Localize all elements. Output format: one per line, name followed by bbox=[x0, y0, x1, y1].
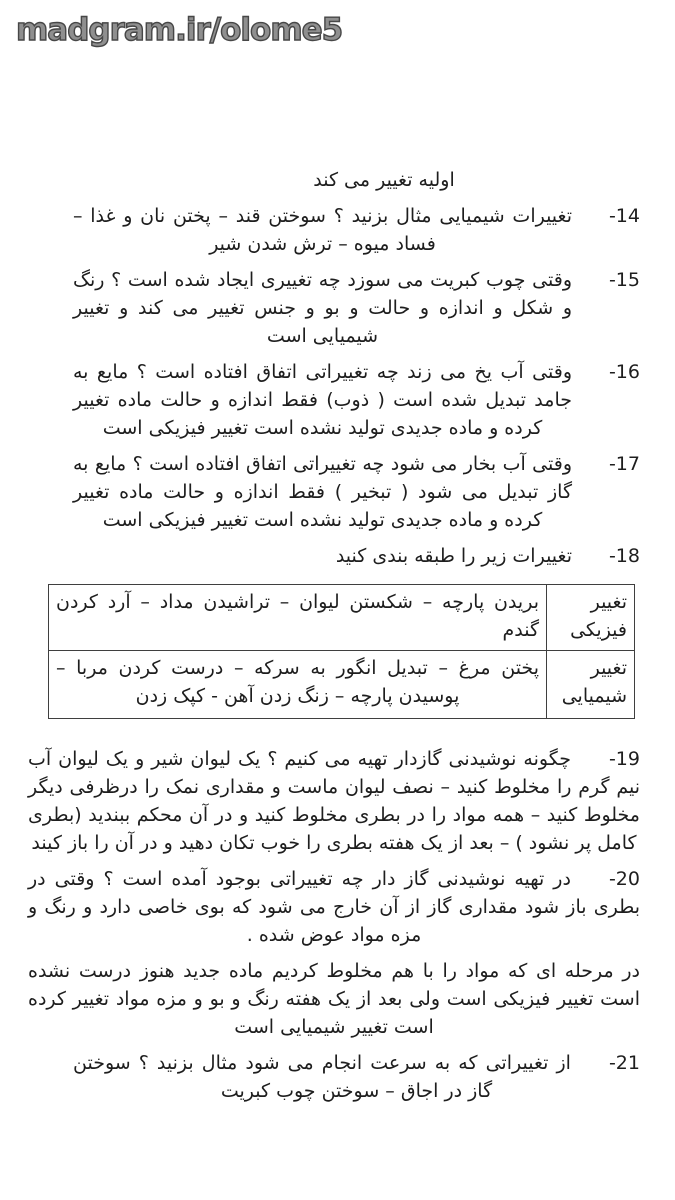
watermark: madgram.ir/olome5 bbox=[16, 12, 343, 48]
question-item-14 bbox=[28, 202, 640, 258]
question-number: -20 bbox=[608, 868, 640, 890]
row-content-physical-change: بریدن پارچه – شکستن لیوان – تراشیدن مداد – آرد کردن گندم bbox=[49, 585, 547, 651]
question-number: -19 bbox=[608, 748, 640, 770]
table-row-chemical-change bbox=[49, 651, 635, 719]
question-text: از تغییراتی که به سرعت انجام می شود مثال بزنید ؟ سوختن گاز در اجاق – سوختن چوب کبریت bbox=[73, 1052, 571, 1102]
question-item-15 bbox=[28, 266, 640, 350]
question-item-21 bbox=[28, 1049, 640, 1105]
question-text: وقتی آب یخ می زند چه تغییراتی اتفاق افتاده است ؟ مایع به جامد تبدیل شده است ( ذوب) فقط اندازه و حالت ماده تغییر کرده و ماده جدیدی تولید نشده است تغییر فیزیکی است bbox=[73, 361, 572, 439]
question-text: در تهیه نوشیدنی گاز دار چه تغییراتی بوجود آمده است ؟ وقتی در بطری باز شود مقداری گاز از آن خارج می شود که بوی خاصی دارد و رنگ و مزه مواد عوض شده . bbox=[28, 868, 640, 946]
question-item-18 bbox=[28, 542, 640, 570]
question-number: -14 bbox=[608, 205, 640, 227]
question-number: -15 bbox=[608, 269, 640, 291]
question-item-16 bbox=[28, 358, 640, 442]
classification-table bbox=[48, 584, 635, 719]
question-number: -18 bbox=[608, 545, 640, 567]
question-text: وقتی آب بخار می شود چه تغییراتی اتفاق افتاده است ؟ مایع به گاز تبدیل می شود ( تبخیر ) فقط اندازه و حالت ماده تغییر کرده و ماده جدیدی تولید نشده است تغییر فیزیکی است bbox=[73, 453, 572, 531]
question-text: چگونه نوشیدنی گازدار تهیه می کنیم ؟ یک لیوان شیر و یک لیوان آب نیم گرم را مخلوط کنید – نصف لیوان ماست و مقداری نمک را درظرفی دیگر مخلوط کنید – همه مواد را در بطری مخلوط کنید و در آن محکم ببندید (بطری کامل پر نشود ) – بعد از یک هفته بطری را خوب تکان دهید و در آن را باز کیند bbox=[28, 748, 640, 854]
row-label-physical-change: تغییر فیزیکی bbox=[547, 585, 635, 651]
answer-continuation-line: اولیه تغییر می کند bbox=[313, 169, 455, 191]
question-text: تغییرات شیمیایی مثال بزنید ؟ سوختن قند – پختن نان و غذا – فساد میوه – ترش شدن شیر bbox=[73, 205, 572, 255]
document-content bbox=[28, 166, 640, 1113]
question-item-20 bbox=[28, 865, 640, 949]
table-row-physical-change bbox=[49, 585, 635, 651]
row-content-chemical-change: پختن مرغ – تبدیل انگور به سرکه – درست کردن مربا – پوسیدن پارچه – زنگ زدن آهن - کپک زدن bbox=[49, 651, 547, 719]
row-label-chemical-change: تغییر شیمیایی bbox=[547, 651, 635, 719]
question-number: -17 bbox=[608, 453, 640, 475]
note-paragraph: در مرحله ای که مواد را با هم مخلوط کردیم ماده جدید هنوز درست نشده است تغییر فیزیکی است ولی بعد از یک هفته رنگ و بو و مزه مواد تغییر کرده است تغییر شیمیایی است bbox=[28, 960, 640, 1038]
question-number: -16 bbox=[608, 361, 640, 383]
question-text: تغییرات زیر را طبقه بندی کنید bbox=[335, 545, 572, 567]
question-item-17 bbox=[28, 450, 640, 534]
question-number: -21 bbox=[608, 1052, 640, 1074]
question-text: وقتی چوب کبریت می سوزد چه تغییری ایجاد شده است ؟ رنگ و شکل و اندازه و حالت و بو و جنس تغییر می کند و تغییر شیمیایی است bbox=[73, 269, 572, 347]
question-item-19 bbox=[28, 745, 640, 857]
